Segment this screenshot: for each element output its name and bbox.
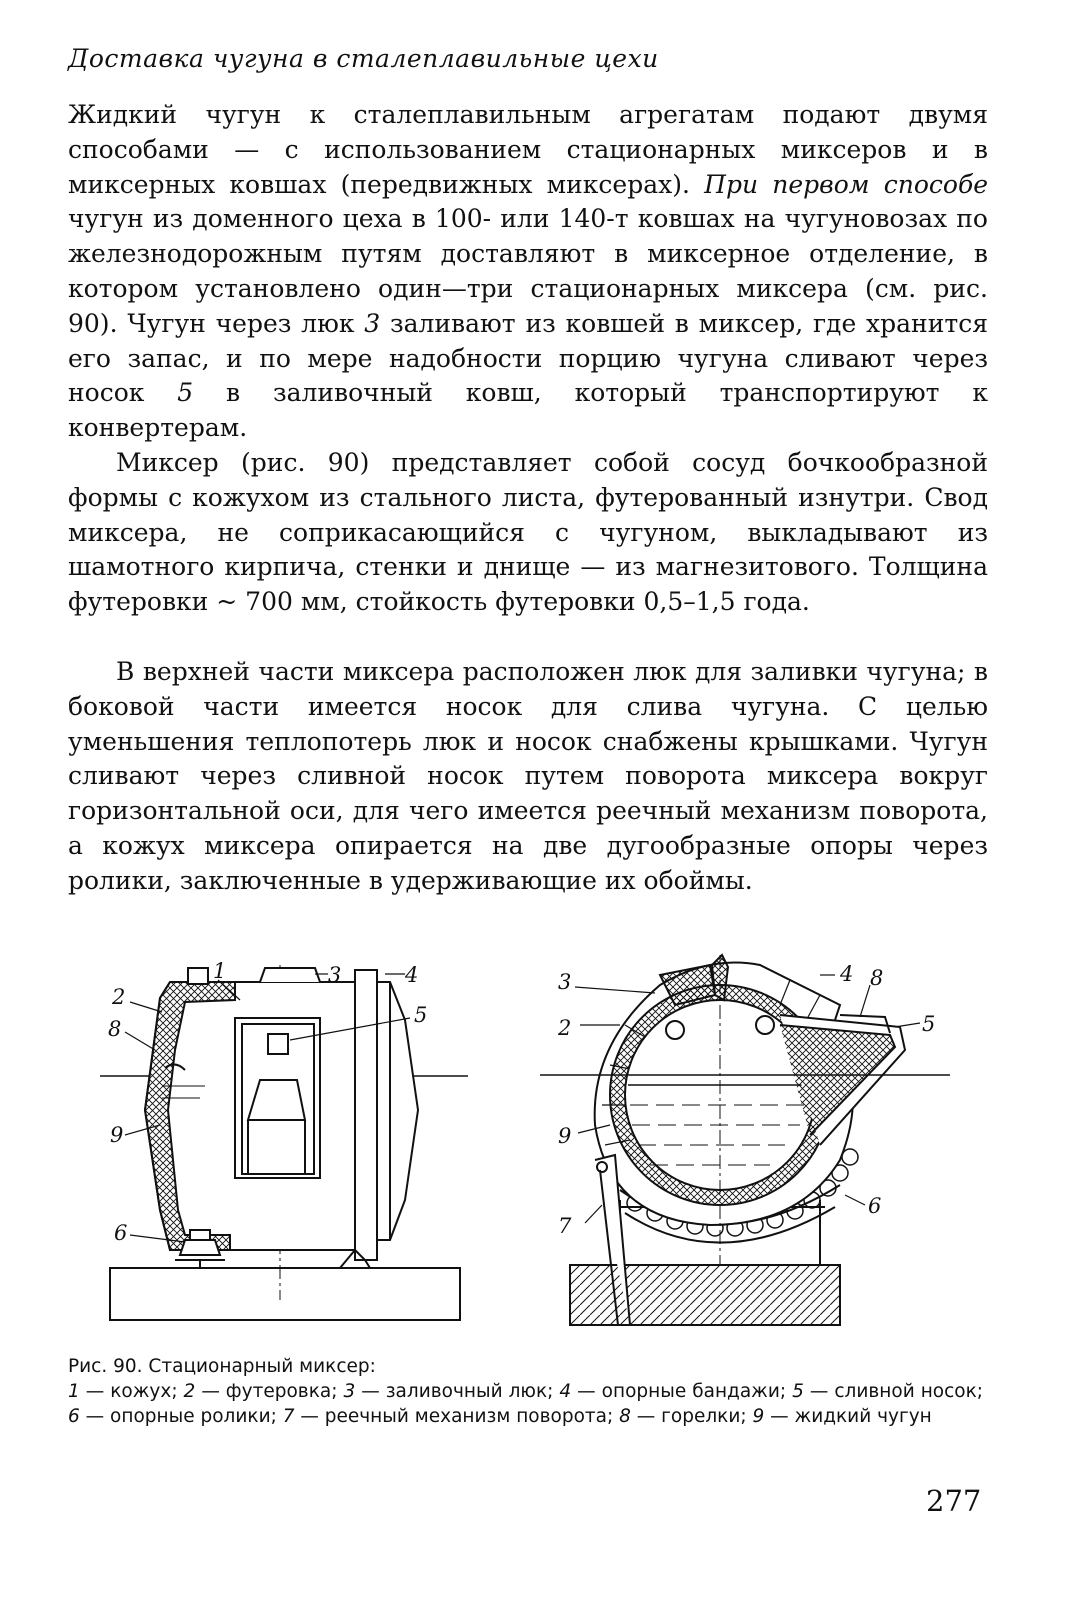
figure-caption [68, 1354, 983, 1429]
label-3: 3 [558, 970, 572, 994]
caption-text-4: — опорные бандажи; [571, 1381, 793, 1402]
section-heading: Доставка чугуна в сталеплавильные цехи [68, 44, 659, 73]
paragraph-2: Миксер (рис. 90) представляет собой сосуд бочкообразной формы с кожухом из стального листа, футерованный изнутри. Свод миксера, не соприкасающийся с чугуном, выкладывают из шамотного кирпича, стенки и днище — из магнезитового. Толщина футеровки ~ 700 мм, стойкость футеровки 0,5–1,5 года. [68, 448, 988, 617]
caption-text-2: — футеровка; [195, 1381, 344, 1402]
caption-text-8: — горелки; [630, 1406, 753, 1427]
p1-text-1: Жидкий чугун к сталеплавильным агрегатам подают двумя способами — с использованием стационарных миксеров и в миксерных ковшах (передвижных миксерах). [68, 100, 988, 199]
caption-text-9: — жидкий чугун [764, 1406, 932, 1427]
p1-italic-1: При первом способе [704, 169, 988, 199]
label-7: 7 [558, 1214, 572, 1238]
label-9: 9 [558, 1124, 572, 1148]
caption-text-6: — опорные ролики; [79, 1406, 283, 1427]
label-9: 9 [110, 1123, 124, 1147]
caption-num-9: 9 [752, 1406, 765, 1427]
caption-num-2: 2 [183, 1381, 196, 1402]
label-5: 5 [922, 1012, 936, 1036]
paragraph-1 [68, 98, 988, 446]
label-1: 1 [213, 960, 227, 983]
label-5: 5 [414, 1003, 428, 1027]
p1-text-2: чугун из доменного цеха в 100- или 140-т ковшах на чугуновозах по железнодорожным путям доставляют в миксерное отделение, в котором установлено один—три стационарных миксера (см. рис. 90). Чугун через люк [68, 204, 988, 338]
paragraph-3: В верхней части миксера расположен люк для заливки чугуна; в боковой части имеется носок для слива чугуна. С целью уменьшения теплопотерь люк и носок снабжены крышками. Чугун сливают через сливной носок путем поворота миксера вокруг горизонтальной оси, для чего имеется реечный механизм поворота, а кожух миксера опирается на две дугообразные опоры через ролики, заключенные в удерживающие их обоймы. [68, 657, 988, 895]
label-4: 4 [840, 962, 854, 986]
label-8: 8 [870, 966, 884, 990]
caption-text-5: — сливной носок; [803, 1381, 984, 1402]
caption-num-7: 7 [282, 1406, 295, 1427]
p1-text-3: заливают из ковшей в миксер, где хранится его запас, и по мере надобности порцию чугуна сливают через носок [68, 308, 988, 408]
caption-num-3: 3 [343, 1381, 356, 1402]
caption-legend [68, 1379, 983, 1429]
caption-text-1: — кожух; [79, 1381, 184, 1402]
caption-num-1: 1 [68, 1381, 80, 1402]
label-6: 6 [114, 1221, 128, 1245]
page-number: 277 [926, 1484, 982, 1518]
p1-italic-3: 5 [177, 378, 194, 408]
caption-num-5: 5 [792, 1381, 804, 1402]
caption-text-3: — заливочный люк; [355, 1381, 560, 1402]
caption-num-4: 4 [559, 1381, 572, 1402]
label-8: 8 [108, 1017, 122, 1041]
label-3: 3 [328, 963, 342, 987]
caption-text-7: — реечный механизм поворота; [294, 1406, 620, 1427]
label-2: 2 [558, 1016, 572, 1040]
caption-title: Рис. 90. Стационарный миксер: [68, 1356, 376, 1377]
p1-italic-2: 3 [364, 308, 381, 338]
mixer-cross-section-diagram [540, 945, 950, 1330]
p1-text-4: в заливочный ковш, который транспортируют к конвертерам. [68, 378, 989, 443]
caption-num-6: 6 [68, 1406, 80, 1427]
label-4: 4 [405, 963, 419, 987]
caption-num-8: 8 [619, 1406, 631, 1427]
mixer-side-view-diagram [100, 960, 470, 1325]
label-2: 2 [112, 985, 126, 1009]
label-6: 6 [868, 1194, 882, 1218]
